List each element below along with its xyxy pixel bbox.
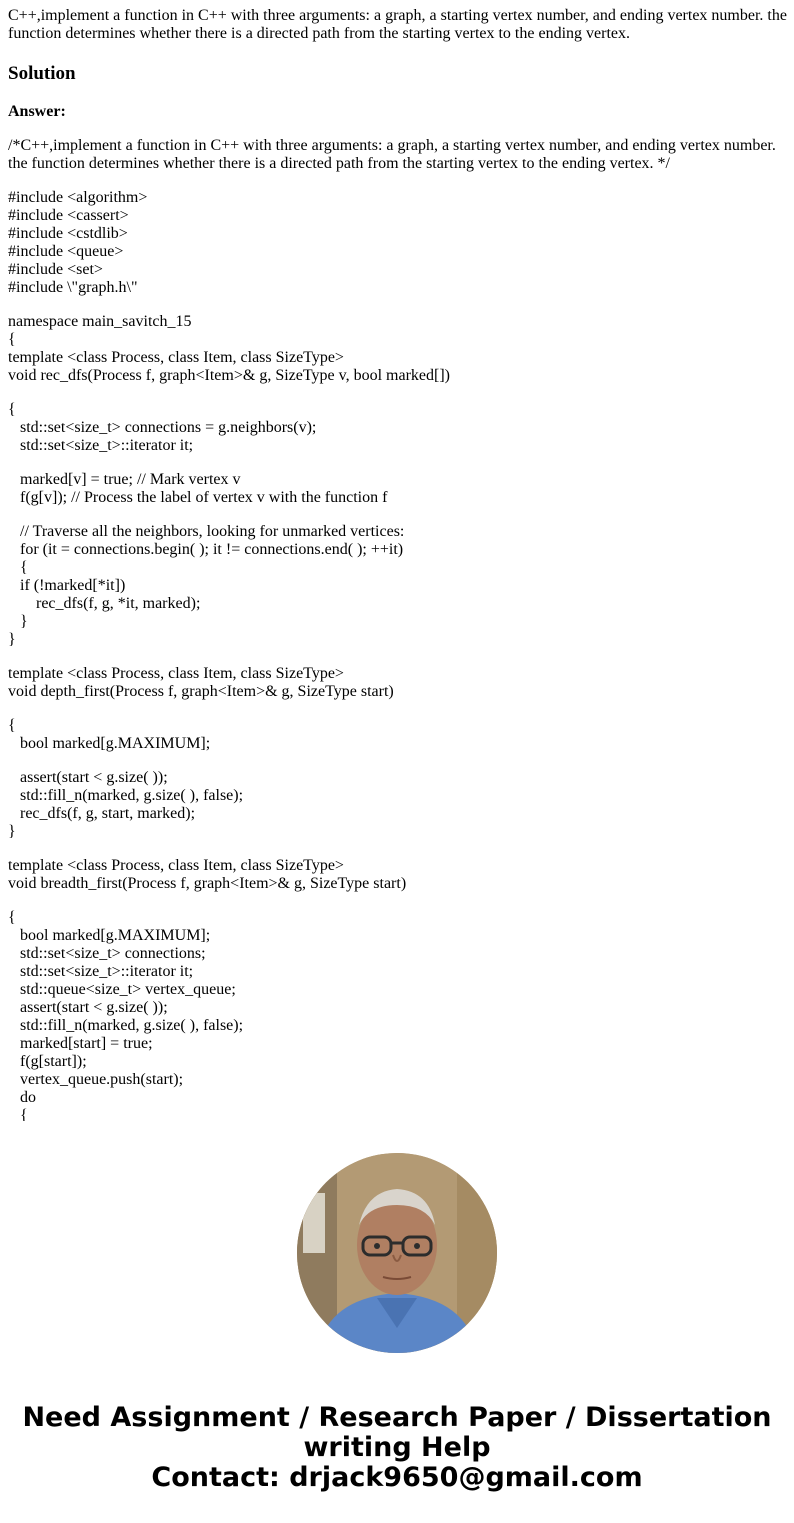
code-line: #include <cstdlib>: [8, 225, 128, 242]
code-line: [8, 173, 788, 189]
solution-heading: Solution: [8, 63, 76, 84]
promo-contact: Contact: drjack9650@gmail.com: [151, 1462, 643, 1493]
code-line: [8, 297, 788, 313]
code-line: #include <algorithm>: [8, 189, 148, 206]
code-line: rec_dfs(f, g, *it, marked);: [8, 595, 201, 612]
code-line: {: [8, 909, 16, 926]
code-line: #include <set>: [8, 261, 103, 278]
code-line: [8, 893, 788, 909]
code-line: [8, 385, 788, 401]
code-line: std::set<size_t>::iterator it;: [8, 437, 194, 454]
code-line: assert(start < g.size( ));: [8, 999, 168, 1016]
avatar-portrait: [297, 1153, 497, 1353]
question-text: C++,implement a function in C++ with three arguments: a graph, a starting vertex number, and ending vertex number. the function determines whether there is a directed path from the starting vertex to the ending vertex.: [8, 7, 787, 42]
code-line: vertex_queue.push(start);: [8, 1071, 184, 1088]
code-line: do: [8, 1089, 36, 1106]
code-line: std::queue<size_t> vertex_queue;: [8, 981, 236, 998]
code-line: std::set<size_t> connections;: [8, 945, 206, 962]
code-line: // Traverse all the neighbors, looking for unmarked vertices:: [8, 523, 405, 540]
code-line: {: [8, 717, 16, 734]
code-line: template <class Process, class Item, class SizeType>: [8, 857, 344, 874]
code-line: marked[start] = true;: [8, 1035, 153, 1052]
code-line: void rec_dfs(Process f, graph<Item>& g, SizeType v, bool marked[]): [8, 367, 450, 384]
code-line: [8, 841, 788, 857]
code-line: f(g[start]);: [8, 1053, 87, 1070]
code-line: #include <queue>: [8, 243, 124, 260]
code-line: std::set<size_t> connections = g.neighbors(v);: [8, 419, 317, 436]
code-line: bool marked[g.MAXIMUM];: [8, 927, 211, 944]
code-line: for (it = connections.begin( ); it != connections.end( ); ++it): [8, 541, 404, 558]
code-line: std::set<size_t>::iterator it;: [8, 963, 194, 980]
code-line: std::fill_n(marked, g.size( ), false);: [8, 1017, 244, 1034]
code-line: void breadth_first(Process f, graph<Item>& g, SizeType start): [8, 875, 407, 892]
code-line: }: [8, 613, 28, 630]
code-line: if (!marked[*it]): [8, 577, 126, 594]
code-line: f(g[v]); // Process the label of vertex v with the function f: [8, 489, 388, 506]
code-line: [8, 701, 788, 717]
code-line: [8, 507, 788, 523]
code-line: template <class Process, class Item, class SizeType>: [8, 349, 344, 366]
answer-label: Answer:: [8, 103, 66, 120]
promo-line-2: writing Help: [303, 1432, 491, 1463]
main-content: [8, 7, 788, 1121]
code-line: #include \"graph.h\": [8, 279, 138, 296]
code-line: namespace main_savitch_15: [8, 313, 192, 330]
code-line: {: [8, 559, 28, 576]
promo-line-1: Need Assignment / Research Paper / Dissertation: [22, 1402, 772, 1433]
code-block: [8, 137, 788, 1121]
code-line: }: [8, 823, 16, 840]
code-line: template <class Process, class Item, class SizeType>: [8, 665, 344, 682]
code-line: bool marked[g.MAXIMUM];: [8, 735, 211, 752]
code-line: #include <cassert>: [8, 207, 129, 224]
code-lines: [8, 173, 788, 1121]
code-line: void depth_first(Process f, graph<Item>& g, SizeType start): [8, 683, 394, 700]
code-line: [8, 649, 788, 665]
code-line: rec_dfs(f, g, start, marked);: [8, 805, 196, 822]
code-line: }: [8, 631, 16, 648]
code-line: [8, 455, 788, 471]
code-line: {: [8, 1107, 28, 1121]
promo-banner: [0, 1403, 794, 1493]
avatar: [297, 1153, 497, 1353]
code-line: marked[v] = true; // Mark vertex v: [8, 471, 241, 488]
code-line: {: [8, 401, 16, 418]
code-comment: /*C++,implement a function in C++ with three arguments: a graph, a starting vertex number, and ending vertex number. the function determines whether there is a directed path from the starting vertex to the ending vertex. */: [8, 137, 776, 172]
code-line: [8, 753, 788, 769]
code-line: assert(start < g.size( ));: [8, 769, 168, 786]
code-line: {: [8, 331, 16, 348]
code-line: std::fill_n(marked, g.size( ), false);: [8, 787, 244, 804]
